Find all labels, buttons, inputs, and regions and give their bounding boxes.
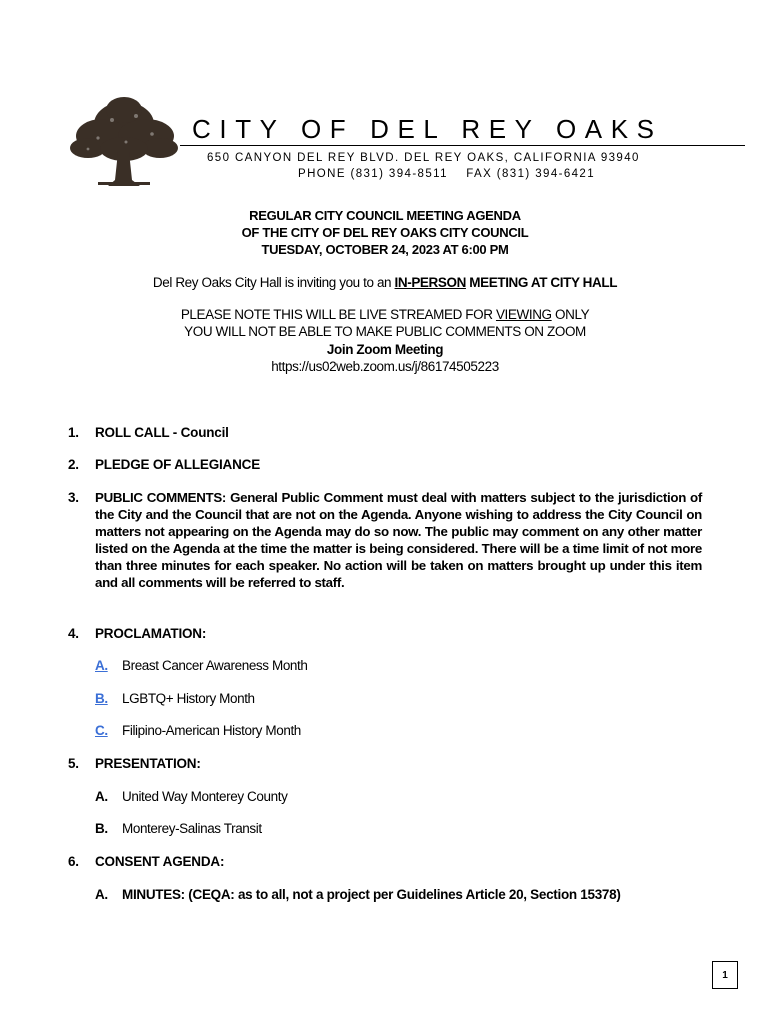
item-number: 6. bbox=[68, 854, 79, 869]
item-title: CONSENT AGENDA: bbox=[95, 854, 225, 869]
sub-text: MINUTES: (CEQA: as to all, not a project per Guidelines Article 20, Section 15378) bbox=[122, 887, 621, 902]
sub-letter-link[interactable]: B. bbox=[95, 691, 108, 706]
public-comments-paragraph bbox=[95, 489, 702, 591]
item-title: PLEDGE OF ALLEGIANCE bbox=[95, 457, 261, 472]
item-number: 1. bbox=[68, 425, 79, 440]
item-text: : General Public Comment must deal with matters subject to the jurisdiction of the City and the Council that are not on the Agenda. Anyone wishing to address the City Council on matters not appearing on the Agenda may do so now. The public may comment on any other matter listed on the Agenda at the time the matter is being considered. There will be a time limit of not more than three minutes for each speaker. No action will be taken on matters brought up under this item and all comments will be referred to staff. bbox=[95, 490, 703, 590]
sub-text: United Way Monterey County bbox=[122, 789, 288, 804]
join-zoom-label: Join Zoom Meeting bbox=[326, 342, 444, 357]
notice-line-1 bbox=[0, 306, 770, 323]
sub-letter-link[interactable]: C. bbox=[95, 723, 108, 738]
page-number: 1 bbox=[712, 961, 738, 989]
item-number: 2. bbox=[68, 457, 79, 472]
agenda-heading bbox=[0, 207, 770, 258]
sub-letter: A. bbox=[95, 789, 108, 804]
item-title: ROLL CALL - Council bbox=[95, 425, 229, 440]
viewing-emph: VIEWING bbox=[495, 307, 552, 322]
invite-prefix: Del Rey Oaks City Hall is inviting you to an bbox=[152, 275, 395, 290]
invite-suffix: MEETING AT CITY HALL bbox=[465, 275, 618, 290]
sub-text: Filipino-American History Month bbox=[122, 723, 301, 738]
phone-fax: PHONE (831) 394-8511 FAX (831) 394-6421 bbox=[298, 168, 596, 180]
heading-line-2: OF THE CITY OF DEL REY OAKS CITY COUNCIL bbox=[241, 225, 529, 240]
item-title: PUBLIC COMMENTS bbox=[95, 490, 222, 505]
city-name: CITY OF DEL REY OAKS bbox=[192, 114, 663, 144]
notice-prefix: PLEASE NOTE THIS WILL BE LIVE STREAMED FOR bbox=[180, 307, 496, 322]
item-title: PRESENTATION: bbox=[95, 756, 201, 771]
heading-line-3: TUESDAY, OCTOBER 24, 2023 AT 6:00 PM bbox=[261, 242, 509, 257]
item-number: 3. bbox=[68, 490, 79, 505]
sub-text: Monterey-Salinas Transit bbox=[122, 821, 262, 836]
item-title: PROCLAMATION: bbox=[95, 626, 207, 641]
sub-text: LGBTQ+ History Month bbox=[122, 691, 255, 706]
in-person-emph: IN-PERSON bbox=[394, 275, 466, 290]
item-number: 5. bbox=[68, 756, 79, 771]
letterhead-rule bbox=[180, 145, 745, 146]
city-address: 650 CANYON DEL REY BLVD. DEL REY OAKS, CALIFORNIA 93940 bbox=[207, 152, 640, 164]
sub-letter: A. bbox=[95, 887, 108, 902]
letterhead bbox=[68, 92, 688, 192]
heading-line-1: REGULAR CITY COUNCIL MEETING AGENDA bbox=[249, 208, 521, 223]
oak-tree-logo bbox=[68, 94, 180, 188]
invite-line bbox=[0, 274, 770, 291]
sub-letter-link[interactable]: A. bbox=[95, 658, 108, 673]
sub-letter: B. bbox=[95, 821, 108, 836]
notice-suffix: ONLY bbox=[551, 307, 590, 322]
notice-line-2: YOU WILL NOT BE ABLE TO MAKE PUBLIC COMMENTS ON ZOOM bbox=[184, 324, 586, 339]
sub-text: Breast Cancer Awareness Month bbox=[122, 658, 308, 673]
item-number: 4. bbox=[68, 626, 79, 641]
zoom-url[interactable]: https://us02web.zoom.us/j/86174505223 bbox=[271, 359, 499, 374]
